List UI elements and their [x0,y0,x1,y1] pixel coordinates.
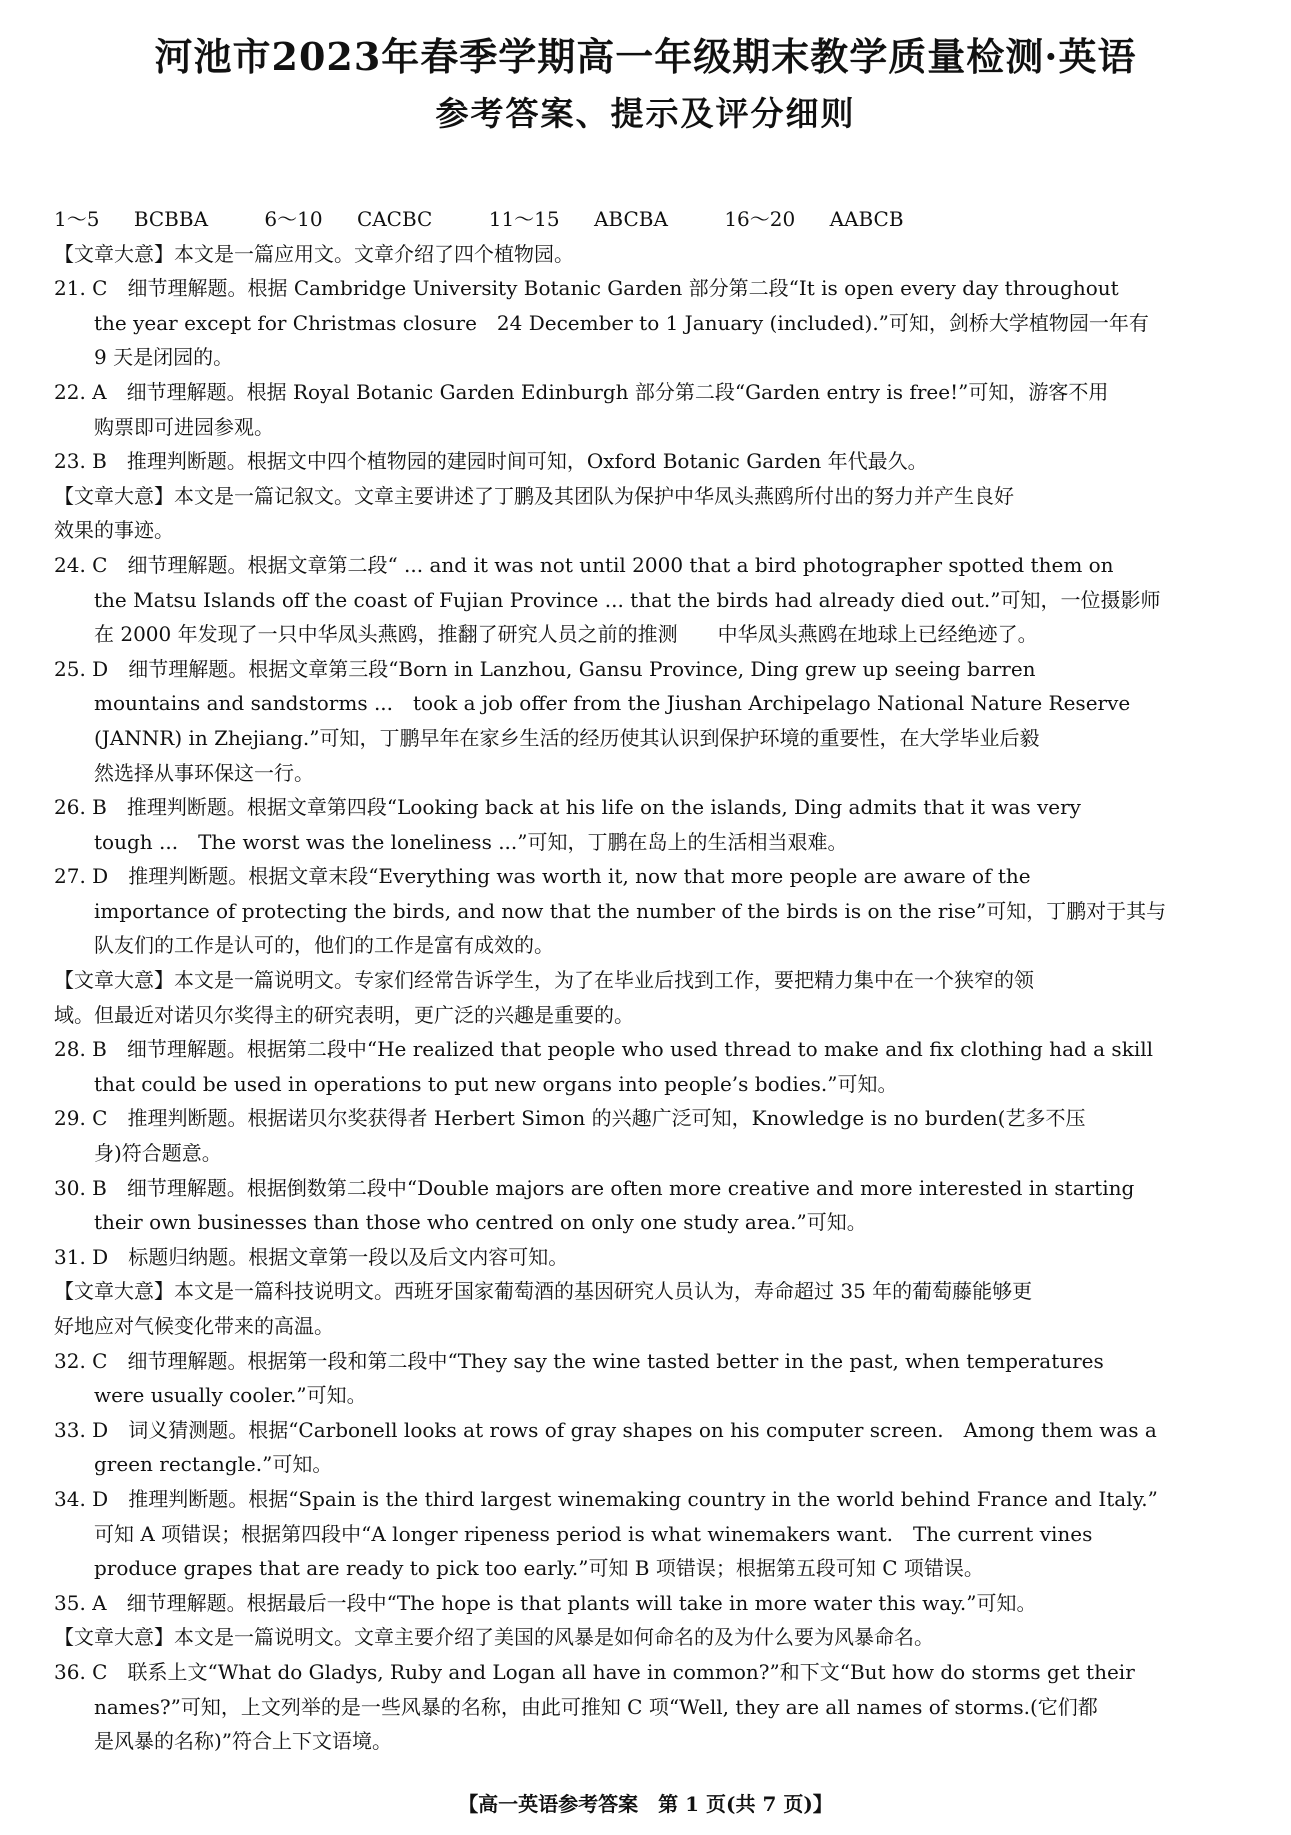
answer-group [724,207,925,231]
page-footer: 【高一英语参考答案 第 1 页(共 7 页)】 [458,1792,833,1816]
text-line: 效果的事迹。 [54,518,174,543]
answer-range: 6～10 [264,207,323,231]
text-line: 29. C 推理判断题。根据诺贝尔奖获得者 Herbert Simon 的兴趣广泛可知，Knowledge is no burden(艺多不压 [54,1106,1086,1131]
text-line: 9 天是闭园的。 [54,345,234,370]
text-line: 然选择从事环保这一行。 [54,760,314,785]
answer-letters: CACBC [356,207,433,231]
text-line: 30. B 细节理解题。根据倒数第二段中“Double majors are often more creative and more interested in starting [54,1175,1135,1200]
text-line: green rectangle.”可知。 [54,1452,333,1477]
answer-group [54,207,230,231]
text-line: the year except for Christmas closure 24 December to 1 January (included).”可知，剑桥大学植物园一年有 [54,310,1149,335]
text-line: 22. A 细节理解题。根据 Royal Botanic Garden Edinburgh 部分第二段“Garden entry is free!”可知，游客不用 [54,379,1109,404]
answer-group [264,207,454,231]
answer-body [54,202,1240,1759]
text-line: that could be used in operations to put new organs into people’s bodies.”可知。 [54,1071,898,1096]
answer-range: 1～5 [54,207,100,231]
text-line: 26. B 推理判断题。根据文章第四段“Looking back at his life on the islands, Ding admits that it was very [54,795,1081,820]
text-line: mountains and sandstorms ... took a job offer from the Jiushan Archipelago National Nature Reserve [54,691,1131,716]
text-line: 好地应对气候变化带来的高温。 [54,1314,334,1338]
answer-letters: BCBBA [133,207,209,231]
answer-letters: AABCB [829,207,904,231]
text-line: 25. D 细节理解题。根据文章第三段“Born in Lanzhou, Gansu Province, Ding grew up seeing barren [54,656,1036,681]
answer-key-row [54,202,1240,237]
text-line: 可知 A 项错误；根据第四段中“A longer ripeness period is what winemakers want. The current vines [54,1521,1093,1546]
text-line: tough ... The worst was the loneliness ...”可知，丁鹏在岛上的生活相当艰难。 [54,829,848,854]
page-title: 河池市2023年春季学期高一年级期末教学质量检测·英语 [154,34,1137,79]
text-line: 21. C 细节理解题。根据 Cambridge University Botanic Garden 部分第二段“It is open every day throughout [54,276,1119,301]
text-line: 队友们的工作是认可的，他们的工作是富有成效的。 [54,933,554,958]
text-line: 27. D 推理判断题。根据文章末段“Everything was worth it, now that more people are aware of the [54,864,1031,889]
text-line: produce grapes that are ready to pick too early.”可知 B 项错误；根据第五段可知 C 项错误。 [54,1556,984,1581]
text-line: (JANNR) in Zhejiang.”可知，丁鹏早年在家乡生活的经历使其认识到保护环境的重要性，在大学毕业后毅 [54,725,1040,750]
text-line: 24. C 细节理解题。根据文章第二段“ ... and it was not until 2000 that a bird photographer spotted them on [54,552,1114,577]
text-line: 【文章大意】本文是一篇科技说明文。西班牙国家葡萄酒的基因研究人员认为，寿命超过 35 年的葡萄藤能够更 [54,1279,1033,1304]
text-line: were usually cooler.”可知。 [54,1383,367,1408]
answer-letters: ABCBA [593,207,668,231]
text-line: 【文章大意】本文是一篇说明文。文章主要介绍了美国的风暴是如何命名的及为什么要为风暴命名。 [54,1625,934,1650]
text-line: 35. A 细节理解题。根据最后一段中“The hope is that plants will take in more water this way.”可知。 [54,1590,1037,1615]
text-line: 域。但最近对诺贝尔奖得主的研究表明，更广泛的兴趣是重要的。 [54,1002,634,1027]
text-line: 身)符合题意。 [54,1141,222,1166]
text-line: 31. D 标题归纳题。根据文章第一段以及后文内容可知。 [54,1244,569,1269]
text-line: importance of protecting the birds, and now that the number of the birds is on the rise”可知，丁鹏对于其与 [54,898,1167,923]
answer-range: 11～15 [488,207,560,231]
text-line: 32. C 细节理解题。根据第一段和第二段中“They say the wine tasted better in the past, when temperatures [54,1348,1104,1373]
text-line: 36. C 联系上文“What do Gladys, Ruby and Logan all have in common?”和下文“But how do storms get their [54,1659,1135,1684]
answer-range: 16～20 [724,207,796,231]
text-line: the Matsu Islands off the coast of Fujian Province ... that the birds had already died out.”可知，一位摄影师 [54,587,1161,612]
text-line: their own businesses than those who centred on only one study area.”可知。 [54,1210,867,1235]
page-subtitle: 参考答案、提示及评分细则 [435,94,856,133]
explanation-lines [54,237,1240,1759]
text-line: 【文章大意】本文是一篇应用文。文章介绍了四个植物园。 [54,241,574,266]
text-line: 23. B 推理判断题。根据文中四个植物园的建园时间可知，Oxford Botanic Garden 年代最久。 [54,449,928,474]
text-line: 【文章大意】本文是一篇记叙文。文章主要讲述了丁鹏及其团队为保护中华凤头燕鸥所付出的努力并产生良好 [54,483,1014,508]
text-line: 【文章大意】本文是一篇说明文。专家们经常告诉学生，为了在毕业后找到工作，要把精力集中在一个狭窄的领 [54,968,1034,993]
text-line: 34. D 推理判断题。根据“Spain is the third largest winemaking country in the world behind France and Italy.” [54,1486,1158,1511]
text-line: 购票即可进园参观。 [54,414,274,439]
text-line: 是风暴的名称)”符合上下文语境。 [54,1729,393,1754]
answer-group [489,207,690,231]
text-line: 33. D 词义猜测题。根据“Carbonell looks at rows of gray shapes on his computer screen. Among them was a [54,1417,1157,1442]
text-line: names?”可知，上文列举的是一些风暴的名称，由此可推知 C 项“Well, they are all names of storms.(它们都 [54,1694,1098,1719]
text-line: 在 2000 年发现了一只中华凤头燕鸥，推翻了研究人员之前的推测 中华凤头燕鸥在地球上已经绝迹了。 [54,622,1038,647]
text-line: 28. B 细节理解题。根据第二段中“He realized that people who used thread to make and fix clothing had a skill [54,1037,1154,1062]
